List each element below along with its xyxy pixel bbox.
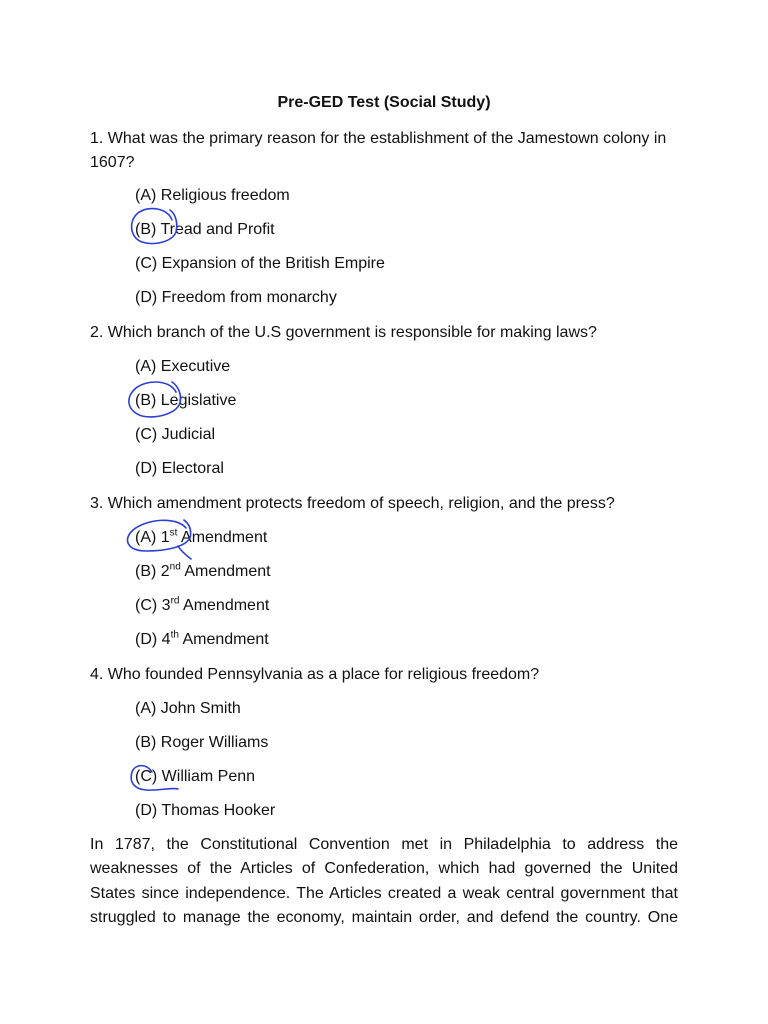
q3-option-b-prefix: (B) 2 xyxy=(135,563,170,580)
question-4-text: 4. Who founded Pennsylvania as a place for religious freedom? xyxy=(90,666,540,683)
passage-line: struggled to manage the economy, maintain order, and defend the country. One xyxy=(90,908,678,926)
q3-option-c-sup: rd xyxy=(170,595,180,607)
q4-option-c: (C) William Penn xyxy=(135,768,256,785)
q3-option-d xyxy=(135,629,725,651)
question-2-text: 2. Which branch of the U.S government is responsible for making laws? xyxy=(90,324,597,341)
q1-option-a: (A) Religious freedom xyxy=(135,187,290,204)
q3-option-b-sup: nd xyxy=(169,561,181,573)
page-title: Pre-GED Test (Social Study) xyxy=(277,94,491,111)
q3-option-b-suffix: Amendment xyxy=(180,563,271,580)
q1-option-c: (C) Expansion of the British Empire xyxy=(135,255,385,272)
q3-option-b xyxy=(135,561,725,583)
question-1-text-cont: 1607? xyxy=(90,154,135,171)
question-1-text: 1. What was the primary reason for the establishment of the Jamestown colony in xyxy=(90,130,667,147)
q2-option-d: (D) Electoral xyxy=(135,460,224,477)
q4-option-b: (B) Roger Williams xyxy=(135,734,269,751)
q2-option-b: (B) Legislative xyxy=(135,392,237,409)
q3-option-c-prefix: (C) 3 xyxy=(135,597,171,614)
q3-option-d-prefix: (D) 4 xyxy=(135,631,171,648)
q3-option-c-suffix: Amendment xyxy=(179,597,270,614)
q4-option-d: (D) Thomas Hooker xyxy=(135,802,276,819)
q2-option-c: (C) Judicial xyxy=(135,426,216,443)
q3-option-a-prefix: (A) 1 xyxy=(135,529,170,546)
q3-option-a-suffix: Amendment xyxy=(177,529,268,546)
passage-line: In 1787, the Constitutional Convention met in Philadelphia to address the xyxy=(90,836,678,853)
q3-option-d-sup: th xyxy=(170,629,179,641)
reading-passage xyxy=(90,833,678,930)
q4-option-a: (A) John Smith xyxy=(135,700,241,717)
passage-line: States since independence. The Articles created a weak central government that xyxy=(90,884,678,902)
q1-option-b: (B) Tread and Profit xyxy=(135,221,275,238)
q3-option-a-sup: st xyxy=(169,527,178,539)
q3-option-a xyxy=(135,527,725,549)
q3-option-d-suffix: Amendment xyxy=(178,631,269,648)
q2-option-a: (A) Executive xyxy=(135,358,231,375)
passage-line: weaknesses of the Articles of Confederation, which had governed the United xyxy=(90,860,678,878)
q3-option-c xyxy=(135,595,725,617)
q1-option-d: (D) Freedom from monarchy xyxy=(135,289,337,306)
question-3-text: 3. Which amendment protects freedom of speech, religion, and the press? xyxy=(90,495,615,512)
